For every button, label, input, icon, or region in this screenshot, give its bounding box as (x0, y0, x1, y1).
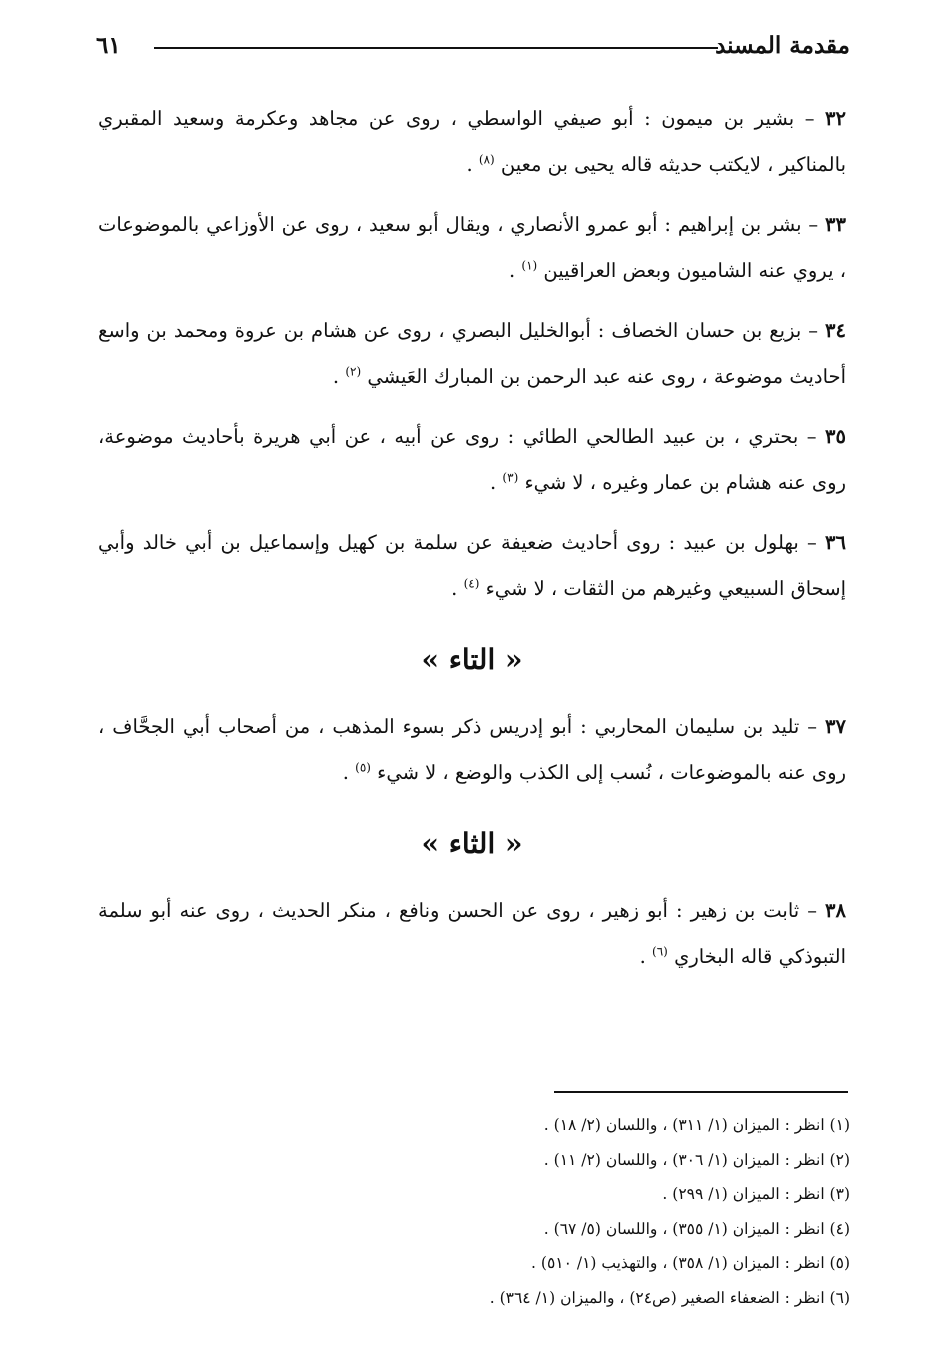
footnote-4: (٤) انظر : الميزان (١/ ٣٥٥) ، واللسان (٥/ ٦٧) . (543, 1219, 850, 1238)
entry-end: . (332, 365, 346, 388)
entry-37 (98, 704, 846, 796)
entry-number: ٣٥ (825, 425, 846, 448)
footnote-ref: (٤) (463, 576, 480, 591)
footnote-separator (554, 1091, 848, 1093)
entry-number: ٣٢ (825, 107, 846, 130)
entry-34 (98, 308, 846, 400)
entry-text: – بشير بن ميمون : أبو صيفي الواسطي ، روى عن مجاهد وعكرمة وسعيد المقبري بالمناكير ، لايكتب حديثه قاله يحيى بن معين (98, 107, 846, 176)
page-header (96, 28, 850, 72)
entry-text: – تليد بن سليمان المحاربي : أبو إدريس ذكر بسوء المذهب ، من أصحاب أبي الجحَّاف ، روى عنه بالموضوعات ، نُسب إلى الكذب والوضع ، لا شيء (98, 715, 846, 784)
entry-end: . (508, 259, 522, 282)
header-rule (154, 47, 718, 49)
footnote-1: (١) انظر : الميزان (١/ ٣١١) ، واللسان (٢/ ١٨) . (543, 1116, 850, 1134)
running-title: مقدمة المسند (715, 32, 850, 59)
footnote-ref: (٦) (652, 944, 668, 959)
footnotes (300, 1108, 850, 1316)
entry-text: – بهلول بن عبيد : روى أحاديث ضعيفة عن سلمة بن كهيل وإسماعيل بن أبي خالد وأبي إسحاق السبيعي وغيرهم من الثقات ، لا شيء (98, 531, 846, 600)
entries-body (98, 96, 846, 994)
entry-33 (98, 202, 846, 294)
footnote-5: (٥) انظر : الميزان (١/ ٣٥٨) ، والتهذيب (١/ ٥١٠) . (531, 1254, 850, 1273)
entry-number: ٣٦ (825, 531, 846, 554)
footnote-ref: (٥) (355, 760, 371, 775)
page-number: ٦١ (96, 32, 121, 59)
entry-38 (98, 888, 846, 980)
footnote-ref: (٨) (478, 152, 495, 167)
footnote-ref: (١) (521, 258, 538, 273)
section-heading-ta: « التاء » (421, 643, 523, 676)
entry-32 (98, 96, 846, 188)
footnote-6: (٦) انظر : الضعفاء الصغير (ص٢٤) ، والميزان (١/ ٣٦٤) . (489, 1288, 850, 1307)
entry-number: ٣٧ (825, 715, 846, 738)
entry-number: ٣٣ (825, 213, 846, 236)
footnote-2: (٢) انظر : الميزان (١/ ٣٠٦) ، واللسان (٢/ ١١) . (543, 1150, 850, 1169)
entry-36 (98, 520, 846, 612)
footnote-3: (٣) انظر : الميزان (١/ ٢٩٩) . (662, 1185, 850, 1204)
entry-end: . (466, 153, 479, 176)
section-heading-tha: « الثاء » (421, 827, 523, 860)
entry-end: . (490, 471, 503, 494)
entry-number: ٣٨ (825, 899, 846, 922)
entry-text: – ثابت بن زهير : أبو زهير ، روى عن الحسن ونافع ، منكر الحديث ، روى عنه أبو سلمة التبوذكي قاله البخاري (98, 899, 846, 968)
footnote-ref: (٣) (502, 470, 519, 485)
entry-end: . (451, 577, 464, 600)
entry-text: – بزيع بن حسان الخصاف : أبوالخليل البصري ، روى عن هشام بن عروة ومحمد بن واسع أحاديث موضوعة ، روى عنه عبد الرحمن بن المبارك العَيشي (98, 319, 846, 388)
entry-text: – بحتري ، بن عبيد الطالحي الطائي : روى عن أبيه ، عن أبي هريرة بأحاديث موضوعة، روى عنه هشام بن عمار وغيره ، لا شيء (98, 425, 846, 494)
entry-end: . (342, 761, 356, 784)
entry-text: – بشر بن إبراهيم : أبو عمرو الأنصاري ، ويقال أبو سعيد ، روى عن الأوزاعي بالموضوعات ، يروي عنه الشاميون وبعض العراقيين (98, 213, 846, 282)
entry-35 (98, 414, 846, 506)
footnote-ref: (٢) (345, 364, 362, 379)
entry-number: ٣٤ (825, 319, 846, 342)
entry-end: . (639, 945, 653, 968)
